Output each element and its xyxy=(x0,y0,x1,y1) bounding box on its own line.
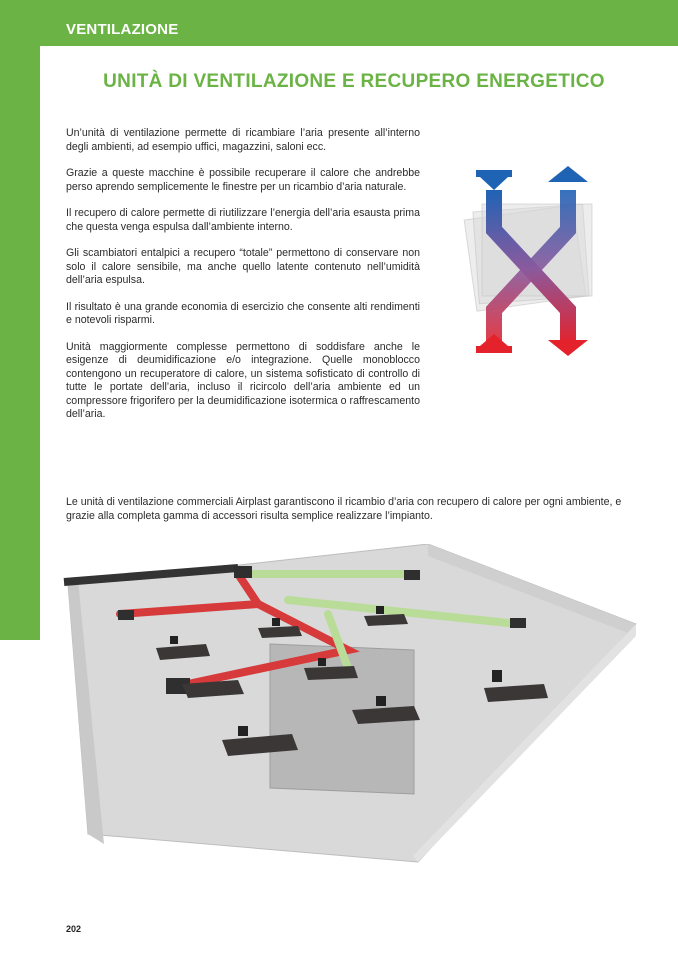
page-title: UNITÀ DI VENTILAZIONE E RECUPERO ENERGETICO xyxy=(103,71,605,92)
heat-exchanger-illustration xyxy=(456,160,606,360)
desk xyxy=(258,626,302,638)
office-ventilation-illustration xyxy=(58,544,640,864)
ventilation-unit xyxy=(118,610,134,620)
inlet-arrow-bottom xyxy=(480,334,508,346)
body-text xyxy=(66,127,420,435)
section-label: VENTILAZIONE xyxy=(66,21,179,38)
desk xyxy=(364,614,408,626)
intro-paragraph: Le unità di ventilazione commerciali Airplast garantiscono il ricambio d’aria con recupero di calore per ogni ambiente, e grazie alla completa gamma di accessori risulta semplice realizzare l’impianto. xyxy=(66,496,622,522)
inlet-bar-top xyxy=(476,170,512,177)
side-accent-strip xyxy=(0,46,40,640)
paragraph: Il recupero di calore permette di riutilizzare l’energia dell’aria esausta prima che questa venga espulsa dall’ambiente interno. xyxy=(66,207,420,233)
ventilation-unit xyxy=(510,618,526,628)
page-number: 202 xyxy=(66,924,82,934)
paragraph: Il risultato è una grande economia di esercizio che consente alti rendimenti e notevoli risparmi. xyxy=(66,300,420,326)
paragraph: Grazie a queste macchine è possibile recuperare il calore che andrebbe perso aprendo semplicemente le finestre per un ricambio d’aria naturale. xyxy=(66,167,420,193)
ventilation-unit xyxy=(234,566,252,578)
outlet-arrow-top xyxy=(548,166,588,182)
inlet-bar-bottom xyxy=(476,346,512,353)
paragraph: Unità maggiormente complesse permettono di soddisfare anche le esigenze di deumidificazione e/o integrazione. Quelle monoblocco contengono un recuperatore di calore, un sistema sofisticato di controllo di tutte le portate dell’aria, incluso il ricircolo dell’aria ambiente ed un compressore frigorifero per la deumidificazione isotermica o raffrescamento dell’aria. xyxy=(66,340,420,420)
desk xyxy=(304,666,358,680)
paragraph: Gli scambiatori entalpici a recupero “totale” permettono di conservare non solo il calore sensibile, ma anche quello latente contenuto nell’umidità dell’aria espulsa. xyxy=(66,247,420,286)
ventilation-unit xyxy=(404,570,420,580)
outlet-arrow-bottom xyxy=(548,340,588,356)
inlet-arrow-top xyxy=(480,177,508,190)
paragraph: Un’unità di ventilazione permette di ricambiare l’aria presente all’interno degli ambienti, ad esempio uffici, magazzini, saloni ecc. xyxy=(66,127,420,153)
